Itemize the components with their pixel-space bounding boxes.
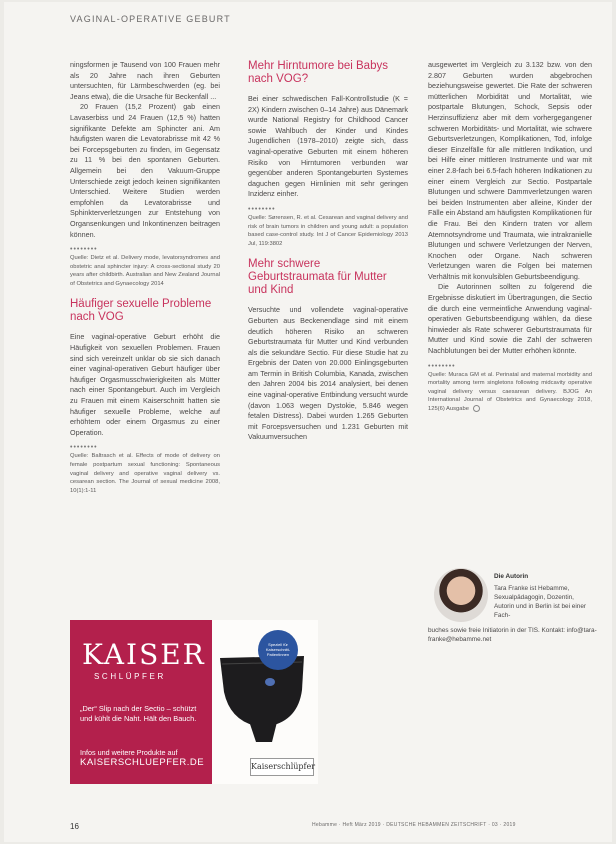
source-divider: ••••••••: [248, 205, 276, 213]
ad-brand-panel: [70, 620, 212, 784]
col2-paragraph-1: Bei einer schwedischen Fall-Kontrollstudie (K = 2X) Kindern zwischen 0–14 Jahre) aus Dänemark wurde National Registry for Childhood Cancer sowie Wahlbuch der Kinder und Kindes Jugendlichen (1978–2010) zeigte sich, dass vaginal-operative Geburten mit einem höheren Risiko von Hirntumoren verbunden war gegenüber anderen Spontangeburten Systemes daguchen gegen Hirnlinien mit sehr geringen Inzidenz einher.: [248, 94, 408, 199]
footer-line: Hebamme · Heft März 2019 · DEUTSCHE HEBAMMEN ZEITSCHRIFT · 03 · 2019: [312, 822, 516, 828]
page-number: 16: [70, 822, 79, 831]
author-heading: Die Autorin: [494, 573, 529, 580]
end-mark-icon: [473, 405, 480, 412]
magazine-page: [4, 2, 612, 842]
source-divider: ••••••••: [428, 362, 456, 370]
col2-paragraph-2: Versuchte und vollendete vaginal-operative Geburten aus Beckenendlage sind mit einem deutlich höheren Risiko an schweren Geburtstraumata für Mutter und Kind verbunden als die sekundäre Sectio. Für diese Studie hat zu Ergebnis der Daten von 20.000 Einlingsgeburten am Termin in British Columbia, Kanada, zwischen den Jahren 2004 bis 2014 analysiert, bei denen eine vaginal-operative Entbindung versucht wurde (davon 1.063 wegen Dystokie, 5.846 wegen fetalen Distress). Dabei wurden 1.265 Geburten mit Forcepsversuchen und 1.231 Geburten mit Vakuumversuchen: [248, 305, 408, 442]
col1-paragraph-3: Eine vaginal-operative Geburt erhöht die Häufigkeit von sexuellen Problemen. Frauen sind sich vereinzelt unklar ob sie sich danach einer vaginal-operativen Geburt häufiger über häufiger Orgasmusschwierigkeiten als Mütter nach einer Spontangeburt. Auch im Vergleich zu Frauen mit einem Kaiserschnitt hatten sie häufiger sexuelle Probleme, welche auf erhöhtem oder einem Orgasmus zu einer Operation.: [70, 332, 220, 437]
col1-paragraph-1: ningsformen je Tausend von 100 Frauen mehr als 20 Jahre nach ihren Geburten untersuchten, für Lärmbeschwerden (eg. bei Jeans etwa), die die Ursache für Beckenfall ...: [70, 60, 220, 101]
column-3: [428, 60, 592, 414]
source-divider: ••••••••: [70, 444, 98, 452]
source-divider: ••••••••: [70, 246, 98, 254]
author-intro: Tara Franke ist Hebamme, Sexualpädagogin, Dozentin, Autorin und in Berlin ist bei einer Fach-: [494, 585, 587, 619]
heading-sexual-problems: Häufiger sexuelle Probleme nach VOG: [70, 298, 212, 324]
ad-tagline: „Der“ Slip nach der Sectio – schützt und kühlt die Naht. Hält den Bauch.: [80, 704, 197, 723]
col2-source: Quelle: Sørensen, R. et al. Cesarean and vaginal delivery and risk of brain tumors in children and young adult: a population based case-control study. Int J of Cancer Epidemiology 2013 Jul, 119:3802: [248, 214, 408, 247]
ad-url: KAISERSCHLUEPFER.DE: [80, 757, 205, 768]
ad-badge: Speziell für Kaiserschnitt-Patientinnen: [258, 630, 298, 670]
col1-paragraph-2: 20 Frauen (15,2 Prozent) gab einen Lavaserbiss und 24 Frauen (12,5 %) hatten signifikante Defekte am Sphincter ani. Am häufigsten waren die Levatorabrisse mit 42 % bei Forcepsgeburten zu finden, im Gegensatz zu 11 % bei den spontanen Geburten. Allgemein bei den Vakuum-Gruppe Unterschiede zeigt jedoch keinen signifikanten Unterschied. Weitere Studien werden empfohlen da Levatorabrisse und Sphinkterverletzungen zur Entstehung von Organsenkungen und Inkontinenzen beitragen können.: [70, 102, 220, 239]
ad-info-text: Infos und weitere Produkte auf: [80, 748, 178, 757]
col1-source-2: Quelle: Baltrasch et al. Effects of mode of delivery on female postpartum sexual functioning: Spontaneous vaginal delivery and operative vaginal delivery vs. cesarean section. The Journal of sexual medicine 2008, 10(1):1-11: [70, 453, 220, 494]
running-head: VAGINAL-OPERATIVE GEBURT: [70, 14, 231, 24]
heading-birth-trauma: Mehr schwere Geburtstraumata für Mutter und Kind: [248, 258, 387, 297]
heading-brain-tumors: Mehr Hirntumore bei Babys nach VOG?: [248, 60, 388, 85]
col3-paragraph-1: ausgewertet im Vergleich zu 3.132 bzw. von den 2.807 Geburten wurden abgebrochen beziehungsweise gewertet. Die Rate der schweren mütterlichen Morbidität und Mortalität, wie postpartale Blutungen, Schock, Sepsis oder Herzinsuffizienz aber mit dem vorhergegangener schweren Morbiditäts- und Mortalität, wie schwere Geburtsverletzungen, Komplikationen, Tod, infolge dieser Einzelfälle für alle mittleren Indikation, und bei Hilfe einer mittleren Instrumente und war mit einer 2.8-fach bei 6.5-fach höheren Indikationen zu einer einem Vergleich zur Sectio. Postpartale Blutungen und schwere Dammverletzungen waren bei beiden Instrumenten aber alleine, Kinder der Fälle ein Abstand am häufigsten Komplikationen für die Frau. Bei den Kindern traten vor allem Atemnotsyndrome und Traumata, wie intrakranielle Blutungen und schwere Verletzungen der Nerven, Knochen oder Organe. Nach schweren Verletzungen waren die Folgen bei maternen Verhältnis mit konvulsiblen Geburtsbeendigung.: [428, 60, 592, 281]
author-text: [494, 572, 592, 620]
col3-source: [428, 371, 592, 414]
column-2: [248, 60, 408, 443]
author-photo: [434, 568, 488, 622]
col3-paragraph-2: Die Autorinnen sollten zu folgerend die Ergebnisse diskutiert im Übertragungen, die Sectio die durch eine vermeintliche Anwendung vaginal-operativen Geburtsbeendigung wählen, da diese hinwieder als Rate schwerer Geburtstraumata für Mutter und Kind sowie die Zahl der schweren Nachblutungen bei der Mutter erhöhen könnte.: [428, 282, 592, 356]
column-1: [70, 60, 220, 495]
ad-box-label: Kaiserschlüpfer: [250, 758, 314, 776]
col3-source-text: Quelle: Muraca GM et al. Perinatal and maternal morbidity and mortality among term singletons following midcavity operative vaginal delivery versus caesarean delivery. BJOG An International Journal of Obstetrics and Gynaecology 2018, 125(6) Ausgabe: [428, 371, 592, 413]
ad-logo: KAISER: [82, 638, 206, 671]
ad-logo-sub: SCHLÜPFER: [94, 672, 166, 681]
ad-info: [80, 748, 210, 768]
col1-source: Quelle: Dietz et al. Delivery mode, levatorsyndromes and obstetric anal sphincter injury: A cross-sectional study 20 years after childbirth. Australian and New Zealand Journal of Obstetrics and Gynaecology 2014: [70, 255, 220, 287]
kaiserschluepfer-ad: [70, 620, 318, 784]
author-more: buches sowie freie Initiatorin in der TIS. Kontakt: info@tara-franke@hebamme.net: [428, 627, 597, 643]
